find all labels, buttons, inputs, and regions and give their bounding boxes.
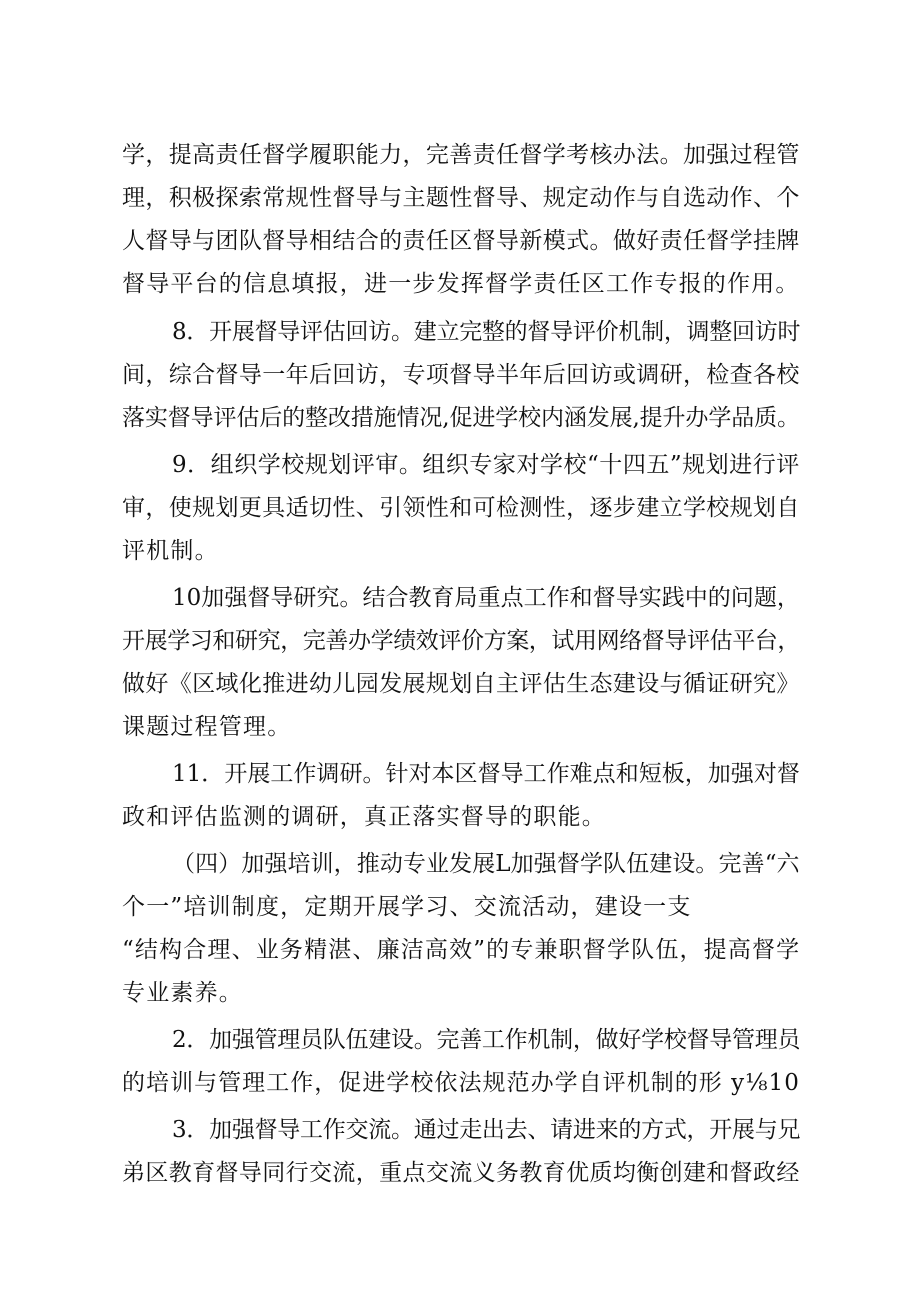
text-line: 8．开展督导评估回访。建立完整的督导评价机制，调整回访时 [172,319,801,345]
text-line: 学，提高责任督学履职能力，完善责任督学考核办法。加强过程管 [122,142,800,168]
text-line: 专业素养。 [122,980,243,1006]
text-line: 的培训与管理工作，促进学校依法规范办学自评机制的形 y⅛10 [122,1070,800,1096]
text-line: 3．加强督导工作交流。通过走出去、请进来的方式，开展与兄 [172,1117,801,1143]
text-line: 落实督导评估后的整改措施情况,促进学校内涵发展,提升办学品质。 [122,405,800,431]
text-line: 课题过程管理。 [122,714,292,740]
text-line: 开展学习和研究，完善办学绩效评价方案，试用网络督导评估平台， [122,628,801,654]
text-line: 做好《区域化推进幼儿园发展规划自主评估生态建设与循证研究》 [122,671,800,697]
text-line: 11．开展工作调研。针对本区督导工作难点和短板，加强对督 [172,761,800,787]
text-line: 人督导与团队督导相结合的责任区督导新模式。做好责任督学挂牌 [122,228,800,254]
text-line: 个一”培训制度，定期开展学习、交流活动，建设一支 [122,894,692,920]
text-line: 弟区教育督导同行交流，重点交流义务教育优质均衡创建和督政经 [122,1160,800,1186]
text-line: 2．加强管理员队伍建设。完善工作机制，做好学校督导管理员 [172,1027,801,1053]
text-line: 督导平台的信息填报，进一步发挥督学责任区工作专报的作用。 [122,271,800,297]
text-line: （四）加强培训，推动专业发展L加强督学队伍建设。完善“六 [172,851,800,877]
text-line: “结构合理、业务精湛、廉洁高效”的专兼职督学队伍，提高督学 [122,937,801,963]
text-line: 政和评估监测的调研，真正落实督导的职能。 [122,804,606,830]
text-line: 评机制。 [122,538,219,564]
text-line: 理，积极探索常规性督导与主题性督导、规定动作与自选动作、个 [122,185,800,211]
text-line: 10加强督导研究。结合教育局重点工作和督导实践中的问题， [172,585,800,611]
text-line: 9．组织学校规划评审。组织专家对学校“十四五”规划进行评 [172,452,800,478]
text-line: 间，综合督导一年后回访，专项督导半年后回访或调研，检查各校 [122,362,800,388]
text-line: 审，使规划更具适切性、引领性和可检测性，逐步建立学校规划自 [122,495,800,521]
